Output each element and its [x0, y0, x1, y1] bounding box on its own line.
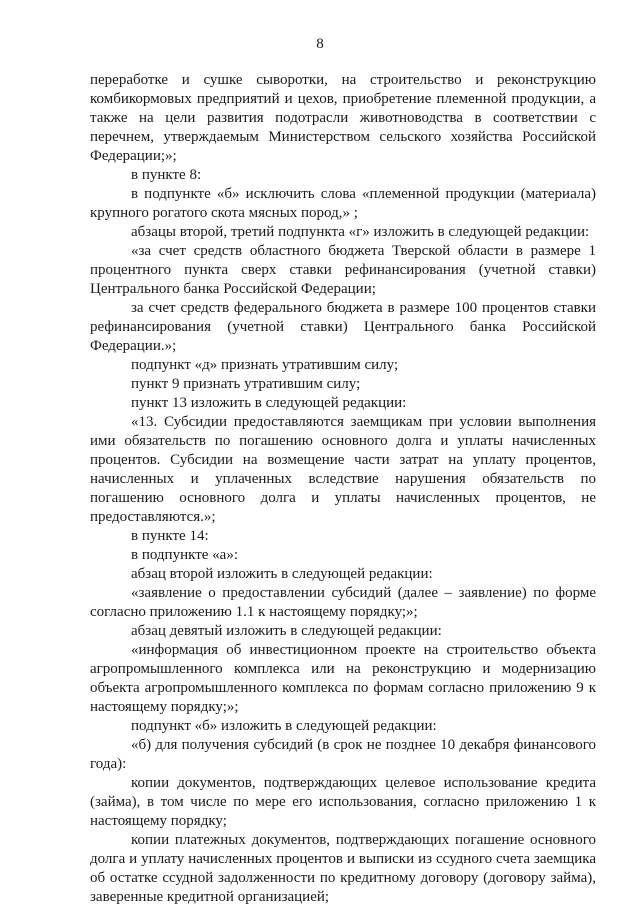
- paragraph: «информация об инвестиционном проекте на строительство объекта агропромышленного комплекса или на реконструкцию и модернизацию объекта агропромышленного комплекса по формам согласно приложению 9 к настоящему порядку;»;: [90, 642, 596, 715]
- page-number: 8: [316, 36, 324, 52]
- paragraph: пункт 13 изложить в следующей редакции:: [131, 395, 407, 411]
- paragraph: переработке и сушке сыворотки, на строительство и реконструкцию комбикормовых предприятий и цехов, приобретение племенной продукции, а также на цели развития подотрасли животноводства в соответствии с перечнем, утверждаемым Министерством сельского хозяйства Российской Федерации;»;: [90, 72, 596, 164]
- paragraph: в подпункте «а»:: [131, 547, 238, 563]
- paragraph: в пункте 14:: [131, 528, 209, 544]
- paragraph: копии платежных документов, подтверждающих погашение основного долга и уплату начисленных процентов и выписки из ссудного счета заемщика об остатке ссудной задолженности по кредитному договору (договору займа), заверенные кредитной организацией;: [90, 832, 596, 905]
- document-body: [90, 71, 596, 907]
- paragraph: «за счет средств областного бюджета Тверской области в размере 1 процентного пункта сверх ставки рефинансирования (учетной ставки) Центрального банка Российской Федерации;: [90, 243, 596, 297]
- paragraph: подпункт «б» изложить в следующей редакции:: [131, 718, 437, 734]
- paragraph: «б) для получения субсидий (в срок не позднее 10 декабря финансового года):: [90, 737, 596, 772]
- paragraph: «13. Субсидии предоставляются заемщикам при условии выполнения ими обязательств по погашению основного долга и уплаты начисленных процентов. Субсидии на возмещение части затрат на уплату процентов, начисленных и уплаченных вследствие нарушения обязательств по погашению основного долга и уплаты начисленных процентов, не предоставляются.»;: [90, 414, 596, 525]
- paragraph: в подпункте «б» исключить слова «племенной продукции (материала) крупного рогатого скота мясных пород,» ;: [90, 186, 596, 221]
- paragraph: абзац девятый изложить в следующей редакции:: [131, 623, 442, 639]
- paragraph: за счет средств федерального бюджета в размере 100 процентов ставки рефинансирования (учетной ставки) Центрального банка Российской Федерации.»;: [90, 300, 596, 354]
- paragraph: копии документов, подтверждающих целевое использование кредита (займа), в том числе по мере его использования, согласно приложению 1 к настоящему порядку;: [90, 775, 596, 829]
- paragraph: абзац второй изложить в следующей редакции:: [131, 566, 433, 582]
- paragraph: абзацы второй, третий подпункта «г» изложить в следующей редакции:: [131, 224, 590, 240]
- paragraph: в пункте 8:: [131, 167, 202, 183]
- paragraph: «заявление о предоставлении субсидий (далее – заявление) по форме согласно приложению 1.1 к настоящему порядку;»;: [90, 585, 596, 620]
- paragraph: пункт 9 признать утратившим силу;: [131, 376, 361, 392]
- paragraph: подпункт «д» признать утратившим силу;: [131, 357, 399, 373]
